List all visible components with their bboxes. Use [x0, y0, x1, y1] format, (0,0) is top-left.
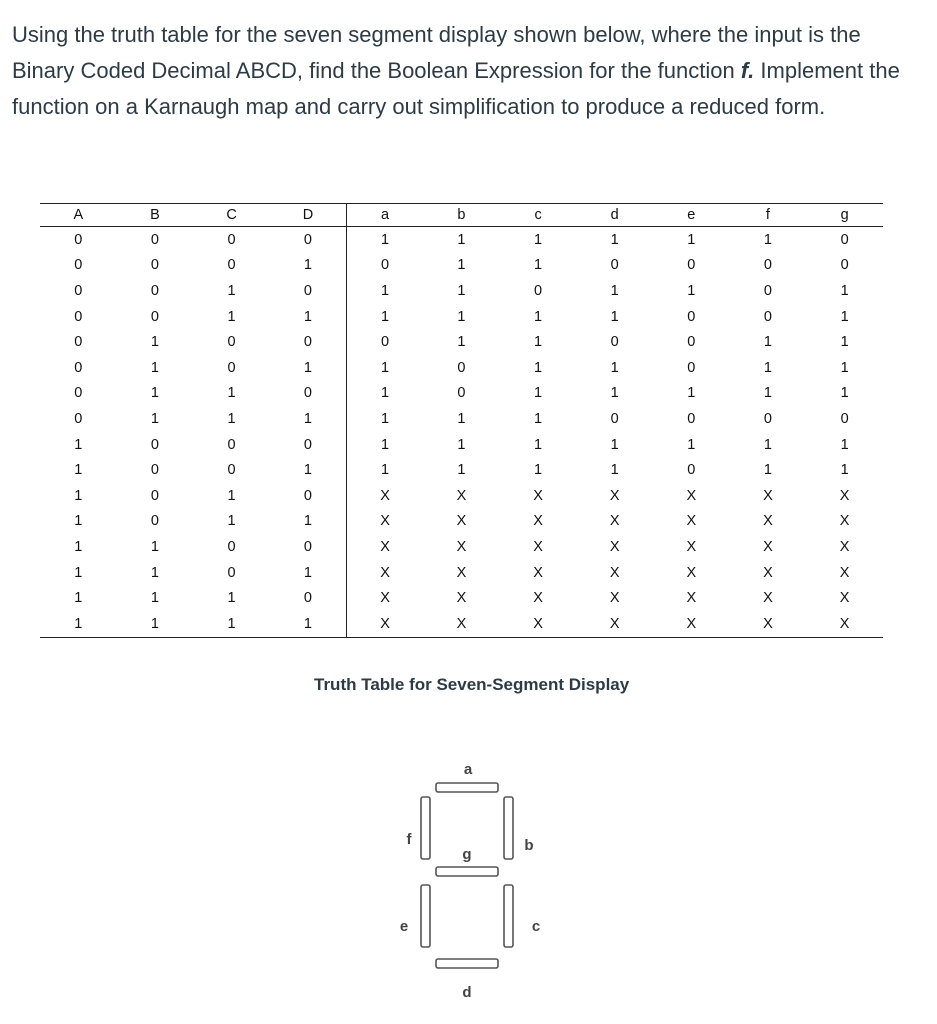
- table-cell-c: X: [533, 564, 543, 581]
- table-cell-g: 1: [840, 282, 849, 299]
- table-cell-e: X: [686, 538, 697, 555]
- column-header-A: A: [40, 204, 117, 227]
- table-cell-e: 0: [687, 308, 696, 325]
- table-cell-C: 1: [227, 487, 236, 504]
- segment-d: [436, 959, 498, 968]
- table-cell-c: 1: [534, 359, 543, 376]
- table-cell-B: 0: [150, 282, 159, 299]
- table-row: [40, 509, 883, 535]
- question-text-start: Using the truth table for the seven segment display shown below, where the input is the Binary Coded Decimal ABCD, find the Boolean Expression for the function: [12, 22, 861, 83]
- table-cell-f: 1: [763, 359, 772, 376]
- column-header-f: f: [730, 204, 807, 227]
- table-row: [40, 611, 883, 637]
- table-cell-c: X: [500, 611, 577, 637]
- table-cell-b: X: [456, 590, 467, 607]
- table-cell-A: 0: [74, 385, 83, 402]
- table-cell-B: 0: [150, 231, 159, 248]
- table-cell-e: 0: [687, 359, 696, 376]
- segment-c: [504, 885, 513, 947]
- table-cell-C: 1: [227, 513, 236, 530]
- table-cell-e: 0: [687, 257, 696, 274]
- table-cell-f: 1: [763, 231, 772, 248]
- table-cell-g: X: [806, 611, 883, 637]
- table-cell-c: 1: [534, 231, 543, 248]
- table-cell-d: X: [609, 590, 620, 607]
- question-text-end: Implement the function on a Karnaugh map and carry out simplification to produce a reduced form.: [12, 58, 900, 119]
- segment-label-a: a: [463, 761, 473, 778]
- table-cell-C: 0: [227, 564, 236, 581]
- table-cell-e: X: [686, 564, 697, 581]
- table-header-row: [40, 204, 883, 227]
- table-row: [40, 560, 883, 586]
- table-cell-C: 0: [227, 462, 236, 479]
- table-cell-c: 1: [534, 308, 543, 325]
- table-cell-b: X: [423, 611, 500, 637]
- table-cell-f: 1: [763, 334, 772, 351]
- table-cell-g: X: [839, 590, 850, 607]
- table-cell-e: 1: [687, 282, 696, 299]
- table-cell-B: 1: [150, 410, 159, 427]
- table-cell-d: X: [576, 611, 653, 637]
- table-cell-c: 1: [534, 436, 543, 453]
- table-cell-b: 1: [457, 282, 466, 299]
- column-header-g: g: [806, 204, 883, 227]
- table-cell-d: 1: [610, 359, 619, 376]
- table-cell-B: 0: [150, 308, 159, 325]
- segment-g: [436, 867, 498, 876]
- table-cell-e: X: [686, 590, 697, 607]
- table-cell-c: X: [533, 590, 543, 607]
- table-cell-f: 1: [763, 385, 772, 402]
- table-cell-a: 1: [381, 282, 390, 299]
- table-cell-g: 0: [840, 231, 849, 248]
- table-cell-d: 0: [610, 410, 619, 427]
- table-cell-b: 1: [457, 257, 466, 274]
- table-cell-e: 0: [687, 410, 696, 427]
- table-cell-b: X: [456, 564, 467, 581]
- column-header-a: a: [347, 204, 424, 227]
- table-cell-D: 1: [270, 509, 347, 535]
- table-row: [40, 381, 883, 407]
- table-cell-a: X: [380, 487, 390, 504]
- table-row: [40, 457, 883, 483]
- table-cell-c: 1: [534, 257, 543, 274]
- table-cell-g: 1: [840, 462, 849, 479]
- table-cell-g: X: [839, 487, 850, 504]
- table-cell-C: 1: [227, 282, 236, 299]
- table-cell-d: 1: [610, 436, 619, 453]
- table-cell-B: 0: [150, 462, 159, 479]
- segment-b: [504, 797, 513, 859]
- table-cell-e: 0: [687, 334, 696, 351]
- table-cell-a: X: [380, 538, 390, 555]
- table-cell-g: 1: [840, 308, 849, 325]
- table-cell-c: 0: [534, 282, 543, 299]
- table-cell-D: 0: [270, 227, 347, 253]
- table-cell-g: X: [839, 564, 850, 581]
- table-cell-D: 0: [270, 534, 347, 560]
- table-cell-f: X: [730, 611, 807, 637]
- table-cell-C: 1: [227, 410, 236, 427]
- table-cell-f: X: [763, 487, 773, 504]
- table-cell-g: 1: [840, 436, 849, 453]
- table-cell-D: 1: [270, 611, 347, 637]
- table-cell-d: X: [609, 513, 620, 530]
- table-cell-A: 0: [74, 410, 83, 427]
- table-cell-c: 1: [534, 410, 543, 427]
- table-cell-A: 0: [74, 334, 83, 351]
- table-cell-a: 1: [381, 385, 390, 402]
- table-cell-f: X: [763, 513, 773, 530]
- table-cell-g: 0: [840, 257, 849, 274]
- table-cell-b: 1: [457, 410, 466, 427]
- table-cell-b: 1: [457, 231, 466, 248]
- column-header-C: C: [193, 204, 270, 227]
- table-cell-a: 0: [381, 334, 390, 351]
- table-cell-a: 1: [381, 410, 390, 427]
- table-cell-d: X: [609, 487, 620, 504]
- table-cell-A: 1: [74, 462, 83, 479]
- table-cell-D: 0: [270, 329, 347, 355]
- table-cell-B: 0: [150, 257, 159, 274]
- column-header-e: e: [653, 204, 730, 227]
- table-cell-B: 0: [150, 513, 159, 530]
- table-cell-g: 1: [840, 334, 849, 351]
- segment-label-d: d: [462, 984, 472, 1001]
- table-cell-B: 1: [150, 564, 159, 581]
- table-cell-g: 1: [840, 359, 849, 376]
- table-cell-D: 0: [270, 483, 347, 509]
- table-cell-C: 0: [227, 257, 236, 274]
- table-cell-C: 0: [227, 436, 236, 453]
- segment-label-g: g: [462, 846, 472, 863]
- table-cell-c: X: [533, 538, 543, 555]
- table-cell-D: 1: [270, 355, 347, 381]
- table-cell-f: 1: [763, 436, 772, 453]
- column-header-c: c: [500, 204, 577, 227]
- table-cell-g: X: [839, 538, 850, 555]
- table-cell-A: 0: [74, 257, 83, 274]
- table-cell-A: 1: [74, 513, 83, 530]
- table-cell-f: X: [763, 564, 773, 581]
- table-cell-a: X: [380, 513, 390, 530]
- table-cell-c: X: [533, 487, 543, 504]
- table-cell-d: X: [609, 564, 620, 581]
- segment-label-f: f: [406, 831, 412, 848]
- table-cell-B: 1: [150, 359, 159, 376]
- table-cell-b: 1: [457, 334, 466, 351]
- table-cell-c: 1: [534, 334, 543, 351]
- table-cell-C: 1: [227, 385, 236, 402]
- table-cell-A: 0: [74, 231, 83, 248]
- table-cell-D: 1: [270, 457, 347, 483]
- function-name: f.: [740, 58, 755, 83]
- table-cell-C: 1: [227, 308, 236, 325]
- table-cell-g: 1: [840, 385, 849, 402]
- table-cell-e: 1: [687, 231, 696, 248]
- table-cell-B: 1: [150, 538, 159, 555]
- table-cell-f: X: [763, 538, 773, 555]
- table-cell-a: 1: [381, 436, 390, 453]
- table-cell-b: 0: [457, 359, 466, 376]
- table-body: [40, 227, 883, 638]
- segment-e: [421, 885, 430, 947]
- segment-label-c: c: [531, 918, 541, 935]
- table-cell-D: 0: [270, 432, 347, 458]
- table-cell-a: 0: [381, 257, 390, 274]
- table-cell-d: X: [609, 538, 620, 555]
- table-row: [40, 406, 883, 432]
- table-row: [40, 278, 883, 304]
- table-cell-A: 1: [74, 590, 83, 607]
- table-cell-d: 1: [610, 282, 619, 299]
- table-row: [40, 304, 883, 330]
- table-cell-A: 0: [74, 308, 83, 325]
- table-row: [40, 585, 883, 611]
- table-cell-C: 0: [227, 538, 236, 555]
- seven-segment-diagram: [390, 755, 560, 1005]
- table-row: [40, 534, 883, 560]
- table-row: [40, 329, 883, 355]
- table-cell-d: 1: [610, 231, 619, 248]
- table-cell-b: X: [456, 487, 467, 504]
- table-cell-f: 0: [763, 410, 772, 427]
- table-cell-D: 1: [270, 253, 347, 279]
- table-cell-b: 1: [457, 462, 466, 479]
- column-header-d: d: [576, 204, 653, 227]
- table-cell-e: X: [686, 513, 697, 530]
- column-header-b: b: [423, 204, 500, 227]
- table-cell-a: 1: [381, 462, 390, 479]
- table-cell-D: 1: [270, 406, 347, 432]
- table-cell-C: 0: [227, 231, 236, 248]
- table-cell-e: 0: [687, 462, 696, 479]
- table-cell-b: 0: [457, 385, 466, 402]
- table-cell-f: 1: [763, 462, 772, 479]
- table-cell-b: 1: [457, 436, 466, 453]
- table-cell-B: 1: [150, 590, 159, 607]
- table-cell-e: X: [653, 611, 730, 637]
- table-cell-c: 1: [534, 385, 543, 402]
- table-cell-d: 1: [610, 462, 619, 479]
- table-cell-a: X: [347, 611, 424, 637]
- table-cell-B: 1: [150, 385, 159, 402]
- table-cell-d: 0: [610, 257, 619, 274]
- table-cell-c: X: [533, 513, 543, 530]
- table-cell-b: 1: [457, 308, 466, 325]
- table-cell-A: 1: [74, 538, 83, 555]
- table-cell-b: X: [456, 538, 467, 555]
- table-cell-D: 1: [270, 560, 347, 586]
- table-cell-D: 0: [270, 585, 347, 611]
- table-cell-a: X: [380, 564, 390, 581]
- column-header-D: D: [270, 204, 347, 227]
- table-cell-C: 1: [193, 611, 270, 637]
- table-cell-d: 1: [610, 308, 619, 325]
- column-header-B: B: [117, 204, 194, 227]
- table-cell-g: 0: [840, 410, 849, 427]
- table-cell-C: 0: [227, 359, 236, 376]
- table-row: [40, 483, 883, 509]
- table-cell-B: 1: [150, 334, 159, 351]
- table-cell-e: 1: [687, 436, 696, 453]
- table-cell-d: 1: [610, 385, 619, 402]
- table-cell-B: 0: [150, 487, 159, 504]
- table-cell-A: 1: [74, 436, 83, 453]
- table-cell-D: 0: [270, 381, 347, 407]
- table-cell-a: 1: [381, 359, 390, 376]
- table-cell-f: X: [763, 590, 773, 607]
- table-cell-c: 1: [534, 462, 543, 479]
- question-text: [12, 17, 927, 125]
- table-cell-f: 0: [763, 308, 772, 325]
- table-row: [40, 227, 883, 253]
- table-cell-A: 0: [74, 282, 83, 299]
- table-cell-D: 0: [270, 278, 347, 304]
- table-cell-e: X: [686, 487, 697, 504]
- table-cell-f: 0: [763, 257, 772, 274]
- table-cell-e: 1: [687, 385, 696, 402]
- table-cell-B: 0: [150, 436, 159, 453]
- table-cell-a: 1: [381, 231, 390, 248]
- table-cell-A: 0: [74, 359, 83, 376]
- table-cell-B: 1: [117, 611, 194, 637]
- table-caption: Truth Table for Seven-Segment Display: [314, 675, 630, 694]
- table-cell-A: 1: [74, 564, 83, 581]
- table-cell-A: 1: [40, 611, 117, 637]
- table-cell-A: 1: [74, 487, 83, 504]
- table-row: [40, 432, 883, 458]
- segment-label-e: e: [399, 918, 409, 935]
- table-cell-D: 1: [270, 304, 347, 330]
- table-cell-a: 1: [381, 308, 390, 325]
- table-cell-d: 0: [610, 334, 619, 351]
- table-cell-f: 0: [763, 282, 772, 299]
- table-cell-a: X: [380, 590, 390, 607]
- table-row: [40, 355, 883, 381]
- table-cell-g: X: [839, 513, 850, 530]
- truth-table: [40, 203, 883, 638]
- segment-a: [436, 783, 498, 792]
- table-cell-b: X: [456, 513, 467, 530]
- segment-f: [421, 797, 430, 859]
- segment-label-b: b: [524, 837, 534, 854]
- table-cell-C: 0: [227, 334, 236, 351]
- table-row: [40, 253, 883, 279]
- table-cell-C: 1: [227, 590, 236, 607]
